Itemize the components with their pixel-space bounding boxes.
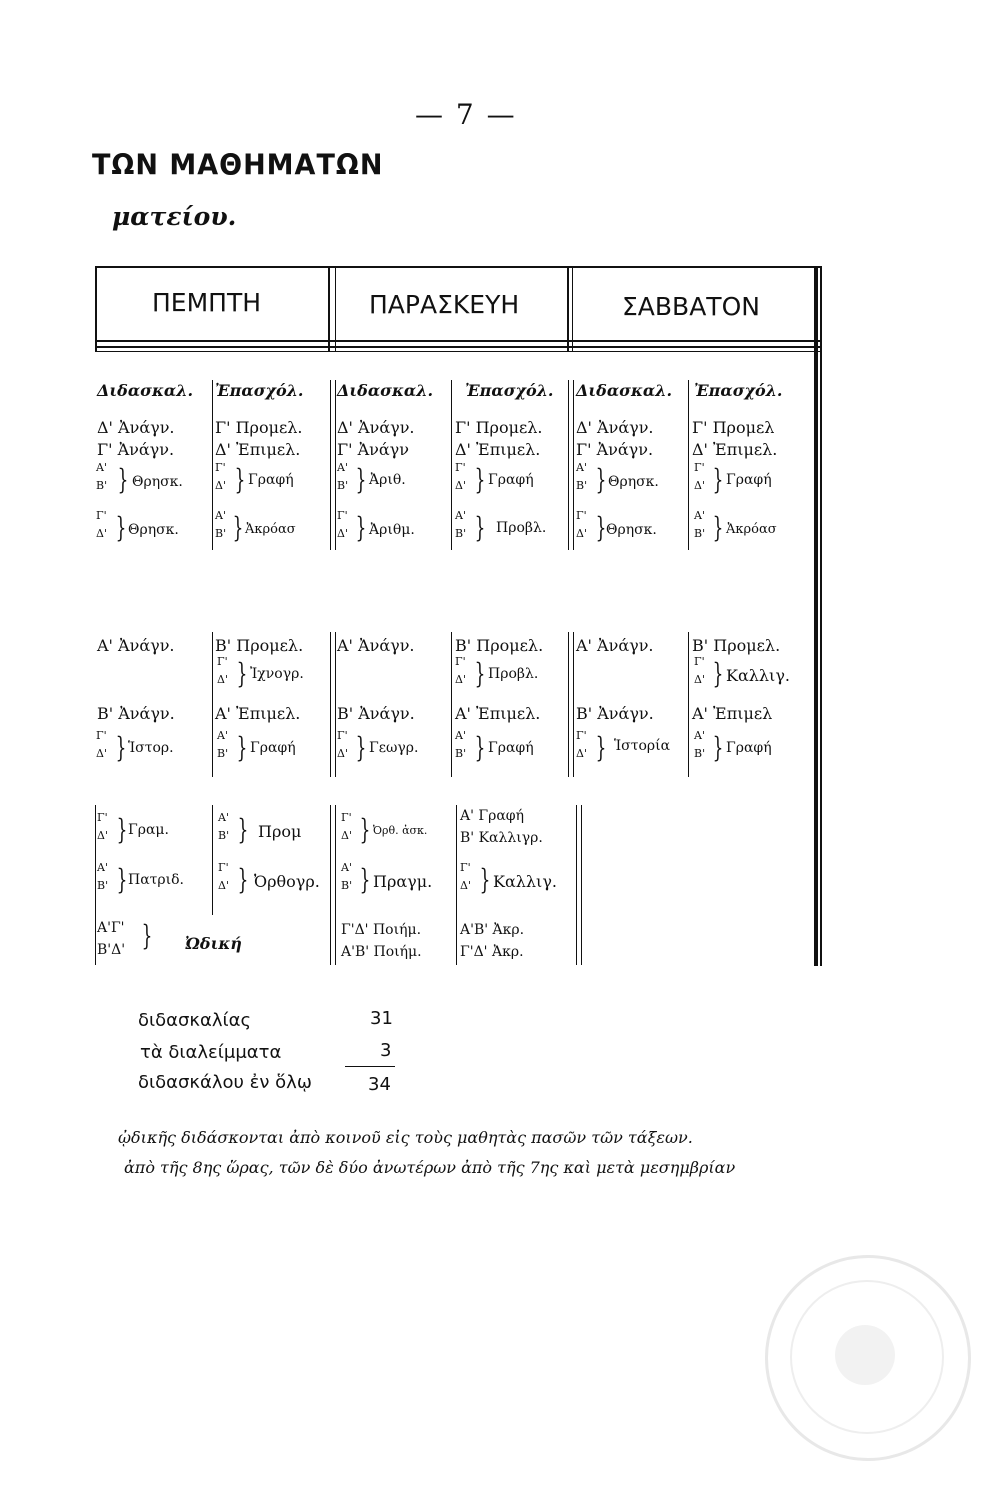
brace: } (479, 863, 491, 896)
col-header: Διδασκαλ. (97, 381, 194, 400)
brace: } (712, 657, 724, 690)
table-cell: Α' Ἀνάγν. (337, 636, 415, 655)
table-cell: Γραφή (488, 472, 534, 488)
brace: } (712, 731, 724, 764)
brace: } (116, 863, 128, 896)
day-thursday: ΠΕΜΠΤΗ (152, 288, 262, 317)
table-cell: Γραφή (488, 740, 534, 756)
summary-value: 31 (370, 1008, 393, 1029)
table-cell: Γ' Προμελ (692, 418, 775, 437)
table-cell: Α'Β' Ἀκρ. (460, 922, 525, 938)
brace: } (234, 463, 246, 496)
brace: } (117, 463, 129, 496)
bracket-cell: Γ' Δ' (576, 729, 587, 760)
table-cell: Θρησκ. (606, 522, 657, 538)
table-cell: Ἀκρόασ (245, 522, 296, 537)
bracket-cell: Γ' Δ' (455, 461, 466, 492)
table-cell: Ἀριθ. (369, 472, 406, 488)
table-cell: Γεωγρ. (369, 740, 419, 756)
bracket-cell: Γ' Δ' (455, 655, 466, 686)
col-header: Ἐπασχόλ. (465, 381, 554, 400)
table-cell: Ὀρθ. ἀσκ. (373, 824, 428, 837)
table-cell: Γ' Προμελ. (455, 418, 543, 437)
brace: } (141, 919, 153, 952)
table-cell: Ἰχνογρ. (250, 666, 304, 682)
brace: } (474, 731, 486, 764)
table-cell: Ἀριθμ. (369, 522, 415, 538)
brace: } (237, 863, 249, 896)
bracket-cell: Γ' Δ' (217, 655, 228, 686)
library-stamp-center (835, 1325, 895, 1385)
table-cell: Προβλ. (488, 666, 539, 682)
table-cell: Γ' Ἀνάγν (337, 440, 409, 459)
bracket-cell: Γ' Δ' (96, 509, 107, 540)
table-cell: Ἀκρόασ (726, 522, 777, 537)
brace: } (115, 511, 127, 544)
summary-label: διδασκάλου ἐν ὅλῳ (138, 1072, 312, 1093)
table-cell: Γ' Ἀνάγν. (97, 440, 175, 459)
table-cell: Γ'Δ' Ποιήμ. (341, 922, 422, 938)
table-cell: Α' Ἐπιμελ (692, 704, 773, 723)
table-cell: Προβλ. (496, 520, 547, 536)
footnote-line: ᾠδικῆς διδάσκονται ἀπὸ κοινοῦ εἰς τοὺς μαθητὰς πασῶν τῶν τάξεων. (118, 1128, 693, 1147)
table-cell: Β' Προμελ. (215, 636, 304, 655)
footnote-line: ἀπὸ τῆς 8ης ὥρας, τῶν δὲ δύο ἀνωτέρων ἀπὸ τῆς 7ης καὶ μετὰ μεσημβρίαν (124, 1158, 736, 1177)
table-cell: Δ' Ἀνάγν. (337, 418, 415, 437)
bracket-cell: Α' Β' (218, 811, 230, 842)
bracket-cell: Α' Β' (215, 509, 227, 540)
brace: } (237, 813, 249, 846)
brace: } (355, 511, 367, 544)
bracket-cell: Α' Β' (97, 861, 109, 892)
table-cell: Α' Ἀνάγν. (576, 636, 654, 655)
sum-rule (345, 1066, 395, 1067)
table-cell: Γ'Δ' Ἀκρ. (460, 944, 524, 960)
bracket-cell: Γ' Δ' (218, 861, 229, 892)
brace: } (355, 731, 367, 764)
summary-label: διδασκαλίας (138, 1010, 252, 1031)
table-cell: Θρησκ. (132, 474, 183, 490)
table-cell: Πραγμ. (373, 872, 433, 891)
bracket-cell: Α' Β' (455, 729, 467, 760)
brace: } (474, 463, 486, 496)
bracket-cell: Α' Β' (217, 729, 229, 760)
brace: } (474, 511, 486, 544)
table-cell: Δ' Ἐπιμελ. (455, 440, 541, 459)
col-header: Διδασκαλ. (337, 381, 434, 400)
bracket-cell: Γ' Δ' (215, 461, 226, 492)
bracket-cell: Α' Β' (576, 461, 588, 492)
table-cell: Γραμ. (128, 822, 169, 838)
table-cell: Θρησκ. (608, 474, 659, 490)
bracket-cell: Α' Β' (96, 461, 108, 492)
brace: } (355, 463, 367, 496)
brace: } (595, 731, 607, 764)
bracket-cell: Γ' Δ' (97, 811, 108, 842)
table-cell: Δ' Ἐπιμελ. (215, 440, 301, 459)
summary-value: 3 (380, 1040, 392, 1061)
bracket-cell: Α' Β' (455, 509, 467, 540)
bracket-cell: Γ' Δ' (337, 509, 348, 540)
bracket-cell: Γ' Δ' (96, 729, 107, 760)
table-cell: Α'Γ' (97, 920, 125, 936)
table-cell: Πατριδ. (128, 872, 185, 888)
table-cell: Γραφή (726, 472, 772, 488)
table-cell: Δ' Ἀνάγν. (576, 418, 654, 437)
table-cell: Β'Δ' (97, 942, 126, 958)
table-cell: Δ' Ἀνάγν. (97, 418, 175, 437)
brace: } (595, 463, 607, 496)
table-cell: Β' Ἀνάγν. (97, 704, 175, 723)
brace: } (232, 511, 244, 544)
summary-label: τὰ διαλείμματα (140, 1042, 282, 1063)
table-cell: Α' Γραφή (460, 808, 524, 824)
brace: } (359, 813, 371, 846)
bracket-cell: Α' Β' (694, 509, 706, 540)
brace: } (115, 731, 127, 764)
bracket-cell: Α' Β' (341, 861, 353, 892)
table-cell: Ἱστορία (614, 738, 671, 754)
bracket-cell: Γ' Δ' (576, 509, 587, 540)
table-cell: Β' Προμελ. (455, 636, 544, 655)
page-subheading: ματείου. (112, 202, 237, 231)
bracket-cell: Γ' Δ' (337, 729, 348, 760)
table-cell: Β' Καλλιγρ. (460, 830, 543, 846)
page-heading: ΤΩΝ ΜΑΘΗΜΑΤΩΝ (92, 149, 384, 182)
brace: } (712, 463, 724, 496)
table-cell: Προμ (258, 822, 302, 841)
table-cell: Γ' Ἀνάγν. (576, 440, 654, 459)
page-number: — 7 — (415, 98, 517, 131)
brace: } (595, 511, 607, 544)
bracket-cell: Γ' Δ' (694, 655, 705, 686)
bracket-cell: Γ' Δ' (341, 811, 352, 842)
table-cell: Β' Ἀνάγν. (576, 704, 654, 723)
table-cell: Γραφή (248, 472, 294, 488)
bracket-cell: Γ' Δ' (460, 861, 471, 892)
summary-value: 34 (368, 1074, 391, 1095)
table-cell: Θρησκ. (128, 522, 179, 538)
table-cell: Γραφή (250, 740, 296, 756)
table-cell: Α' Ἐπιμελ. (215, 704, 301, 723)
table-cell: Α'Β' Ποιήμ. (341, 944, 422, 960)
table-cell: Δ' Ἐπιμελ. (692, 440, 778, 459)
table-cell: Καλλιγ. (726, 666, 790, 685)
table-cell: Α' Ἀνάγν. (97, 636, 175, 655)
bracket-cell: Α' Β' (337, 461, 349, 492)
col-header: Ἐπασχόλ. (694, 381, 783, 400)
col-header: Διδασκαλ. (576, 381, 673, 400)
brace: } (236, 657, 248, 690)
brace: } (116, 813, 128, 846)
table-cell: Β' Ἀνάγν. (337, 704, 415, 723)
table-cell: Β' Προμελ. (692, 636, 781, 655)
brace: } (359, 863, 371, 896)
table-cell: Γ' Προμελ. (215, 418, 303, 437)
brace: } (236, 731, 248, 764)
day-saturday: ΣΑΒΒΑΤΟΝ (622, 292, 760, 321)
day-friday: ΠΑΡΑΣΚΕΥΗ (369, 290, 520, 319)
table-cell: Ἱστορ. (128, 740, 174, 756)
col-header: Ἐπασχόλ. (215, 381, 304, 400)
brace: } (712, 511, 724, 544)
table-cell: Γραφή (726, 740, 772, 756)
bracket-cell: Γ' Δ' (694, 461, 705, 492)
table-cell: Ὠδική (185, 934, 242, 953)
table-cell: Καλλιγ. (493, 872, 557, 891)
table-cell: Ὀρθογρ. (254, 872, 320, 891)
table-cell: Α' Ἐπιμελ. (455, 704, 541, 723)
bracket-cell: Α' Β' (694, 729, 706, 760)
brace: } (474, 657, 486, 690)
